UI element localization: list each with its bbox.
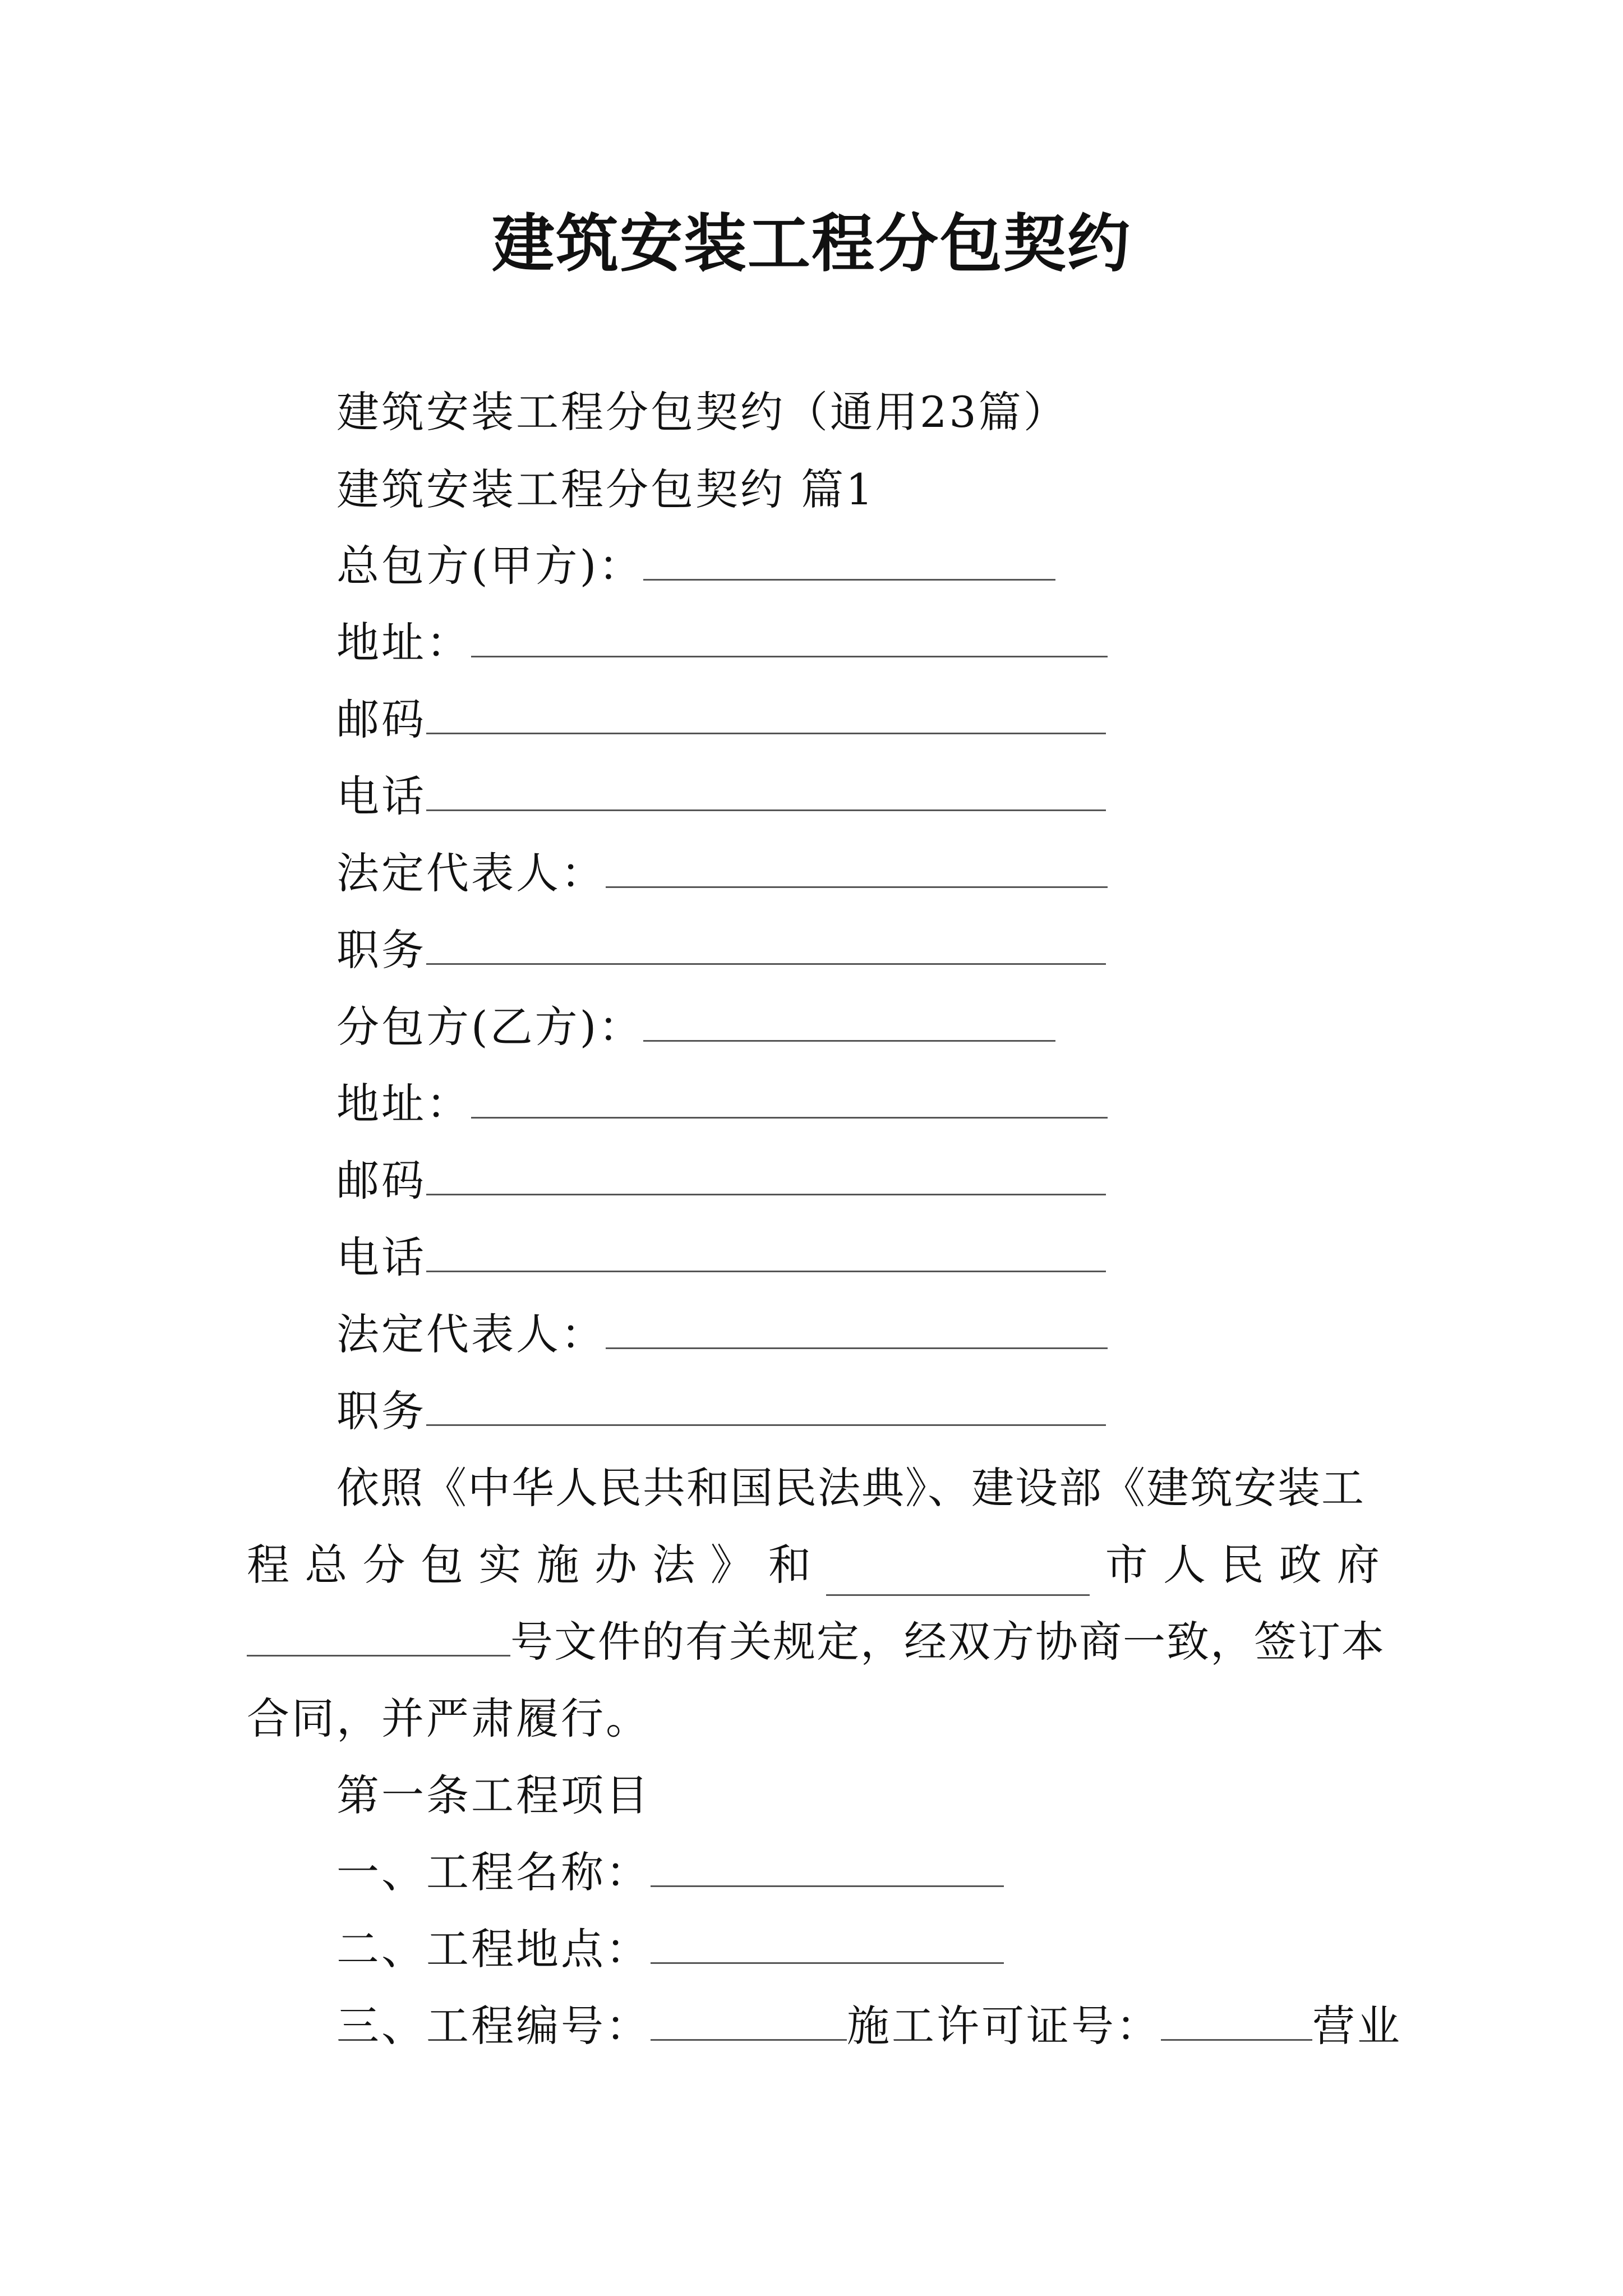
party-b-line [336, 996, 1055, 1058]
paragraph-char: 民 [1221, 1540, 1264, 1590]
party-b-legal-rep-label: 法定代表人： [336, 1309, 606, 1359]
party-a-line [336, 535, 1055, 597]
paragraph-char: 施 [536, 1540, 579, 1590]
party-a-label: 总包方(甲方)： [336, 541, 644, 591]
party-b-position-line [336, 1381, 1106, 1442]
party-a-position-blank[interactable] [426, 923, 1106, 965]
paragraph-line-4: 合同，并严肃履行。 [247, 1694, 651, 1743]
paragraph-char: 政 [1279, 1540, 1322, 1590]
party-b-position-label: 职务 [336, 1386, 426, 1436]
party-b-phone-label: 电话 [336, 1232, 426, 1282]
party-a-phone-line [336, 766, 1106, 827]
party-b-blank[interactable] [643, 1000, 1055, 1042]
business-label: 营业 [1312, 2001, 1402, 2051]
project-number-line [336, 1995, 1402, 2057]
party-a-phone-blank[interactable] [426, 769, 1106, 811]
paragraph-char: 程 [247, 1540, 289, 1590]
party-b-label: 分包方(乙方)： [336, 1002, 644, 1052]
party-a-position-line [336, 919, 1106, 981]
project-number-label: 三、工程编号： [336, 2001, 651, 2051]
party-a-postcode-blank[interactable] [426, 692, 1106, 734]
paragraph-char: 和 [768, 1540, 811, 1590]
party-b-postcode-line [336, 1150, 1106, 1212]
paragraph-line-1: 依照《中华人民共和国民法典》、建设部《建筑安装工 [336, 1463, 1365, 1513]
party-b-legal-rep-blank[interactable] [606, 1307, 1108, 1349]
party-a-address-blank[interactable] [471, 615, 1108, 657]
paragraph-char: 分 [362, 1540, 405, 1590]
paragraph-char: 实 [478, 1540, 522, 1590]
party-b-address-label: 地址： [336, 1079, 471, 1129]
part-heading: 建筑安装工程分包契约 篇1 [336, 464, 875, 514]
party-a-legal-rep-blank[interactable] [606, 846, 1108, 888]
party-a-legal-rep-line [336, 843, 1108, 904]
party-a-blank[interactable] [643, 539, 1055, 581]
paragraph-char: 人 [1163, 1540, 1206, 1590]
party-a-address-label: 地址： [336, 618, 471, 668]
project-location-line [336, 1918, 1004, 1980]
party-b-phone-blank[interactable] [426, 1230, 1106, 1272]
party-a-address-line [336, 612, 1108, 674]
project-location-blank[interactable] [651, 1922, 1004, 1964]
project-location-label: 二、工程地点： [336, 1924, 651, 1974]
city-blank[interactable] [826, 1554, 1090, 1596]
article-1-heading: 第一条工程项目 [336, 1770, 651, 1820]
paragraph-char: 办 [594, 1540, 637, 1590]
paragraph-line-3 [247, 1611, 1385, 1673]
paragraph-char: 包 [420, 1540, 463, 1590]
party-b-address-blank[interactable] [471, 1076, 1108, 1119]
party-a-phone-label: 电话 [336, 771, 426, 821]
project-name-blank[interactable] [651, 1845, 1004, 1887]
party-a-legal-rep-label: 法定代表人： [336, 848, 606, 898]
party-b-position-blank[interactable] [426, 1384, 1106, 1426]
party-b-address-line [336, 1073, 1108, 1135]
document-number-blank[interactable] [247, 1614, 510, 1657]
paragraph-char: 法 [652, 1540, 695, 1590]
party-a-postcode-label: 邮码 [336, 694, 426, 744]
party-b-postcode-label: 邮码 [336, 1156, 426, 1205]
paragraph-line-3-text: 号文件的有关规定，经双方协商一致，签订本 [510, 1617, 1385, 1667]
permit-blank[interactable] [1161, 1999, 1312, 2041]
party-b-postcode-blank[interactable] [426, 1153, 1106, 1195]
party-a-postcode-line [336, 689, 1106, 751]
paragraph-line-2 [247, 1534, 1380, 1596]
party-a-position-label: 职务 [336, 925, 426, 975]
paragraph-char: 总 [305, 1540, 348, 1590]
project-name-label: 一、工程名称： [336, 1847, 651, 1897]
project-number-blank[interactable] [651, 1999, 847, 2041]
party-b-phone-line [336, 1227, 1106, 1289]
paragraph-char: 市 [1105, 1540, 1148, 1590]
paragraph-char: 》 [710, 1540, 753, 1590]
party-b-legal-rep-line [336, 1304, 1108, 1365]
project-name-line [336, 1842, 1004, 1903]
paragraph-char: 府 [1336, 1540, 1380, 1590]
subtitle: 建筑安装工程分包契约（通用23篇） [336, 387, 1068, 437]
document-title: 建筑安装工程分包契约 [492, 207, 1131, 280]
permit-label: 施工许可证号： [847, 2001, 1161, 2051]
